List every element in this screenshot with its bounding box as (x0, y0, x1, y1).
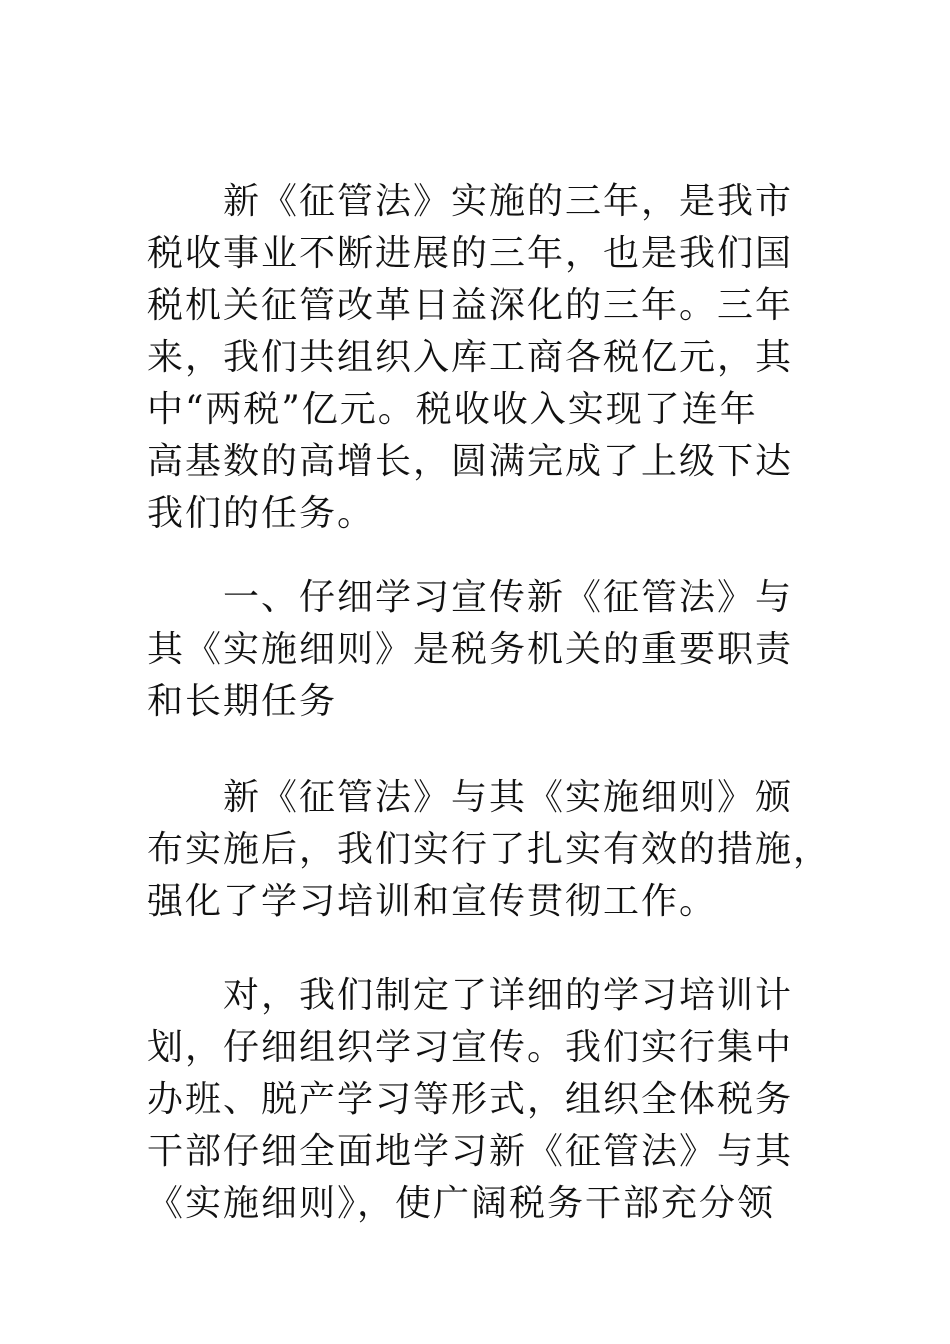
text-line: 来，我们共组织入库工商各税亿元，其 (147, 337, 794, 378)
paragraph-training (147, 970, 793, 1230)
text-line: 划，仔细组织学习宣传。我们实行集中 (147, 1027, 794, 1068)
text-line: 其《实施细则》是税务机关的重要职责 (147, 629, 794, 670)
text-line: 税机关征管改革日益深化的三年。三年 (147, 285, 794, 326)
text-line: 办班、脱产学习等形式，组织全体税务 (147, 1079, 794, 1120)
text-line: 对，我们制定了详细的学习培训计 (223, 975, 794, 1016)
text-line: 《实施细则》，使广阔税务干部充分领 (147, 1183, 776, 1224)
section-heading (147, 572, 793, 728)
text-line: 中“两税”亿元。税收收入实现了连年 (147, 389, 758, 430)
text-line: 布实施后，我们实行了扎实有效的措施， (147, 829, 832, 870)
paragraph-intro (147, 176, 793, 540)
text-line: 和长期任务 (147, 681, 338, 722)
text-line: 新《征管法》实施的三年，是我市 (223, 181, 794, 222)
text-line: 强化了学习培训和宣传贯彻工作。 (147, 881, 718, 922)
text-line: 一、仔细学习宣传新《征管法》与 (223, 577, 794, 618)
text-line: 我们的任务。 (147, 493, 376, 534)
text-line: 高基数的高增长，圆满完成了上级下达 (147, 441, 794, 482)
text-line: 税收事业不断进展的三年，也是我们国 (147, 233, 794, 274)
paragraph-implementation (147, 772, 831, 928)
text-line: 新《征管法》与其《实施细则》颁 (223, 777, 794, 818)
text-line: 干部仔细全面地学习新《征管法》与其 (147, 1131, 794, 1172)
